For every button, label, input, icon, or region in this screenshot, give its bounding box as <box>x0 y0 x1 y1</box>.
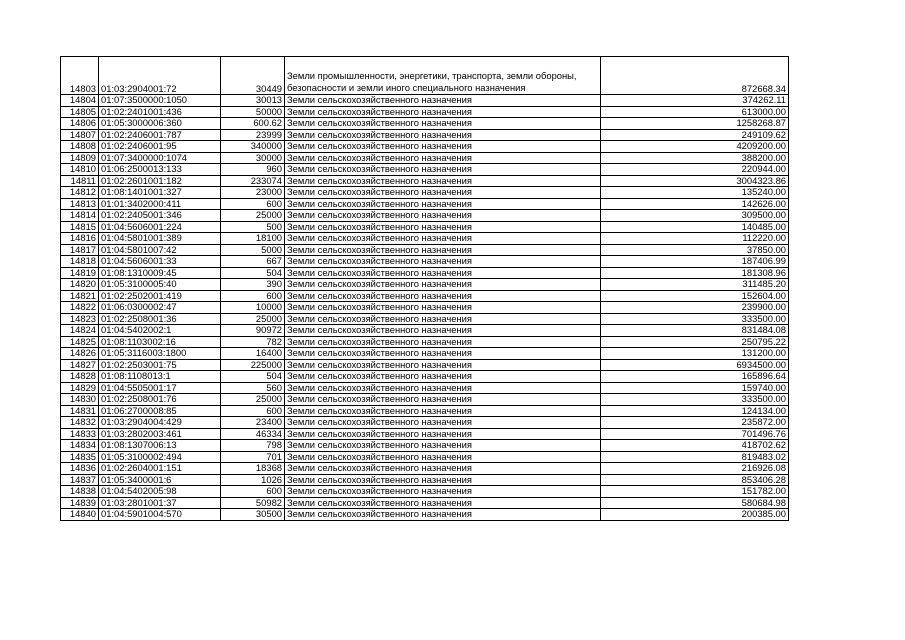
area-cell: 90972 <box>221 325 285 337</box>
cadastral-value-cell: 124134.00 <box>601 405 789 417</box>
table-row <box>61 336 789 348</box>
land-category-cell: Земли сельскохозяйственного назначения <box>285 336 601 348</box>
table-row <box>61 451 789 463</box>
cadastral-number-cell: 01:08:1401001:327 <box>99 187 221 199</box>
area-cell: 390 <box>221 279 285 291</box>
table-row <box>61 394 789 406</box>
land-category-cell: Земли сельскохозяйственного назначения <box>285 221 601 233</box>
table-row <box>61 141 789 153</box>
area-cell: 30500 <box>221 509 285 521</box>
table-row <box>61 428 789 440</box>
cadastral-value-cell: 580684.98 <box>601 497 789 509</box>
cadastral-number-cell: 01:08:1310009:45 <box>99 267 221 279</box>
table-row <box>61 325 789 337</box>
table-row <box>61 198 789 210</box>
cadastral-value-table <box>60 56 789 521</box>
cadastral-number-cell: 01:02:2508001:36 <box>99 313 221 325</box>
cadastral-value-cell: 4209200.00 <box>601 141 789 153</box>
table-row <box>61 279 789 291</box>
table-row <box>61 486 789 498</box>
land-category-cell: Земли сельскохозяйственного назначения <box>285 417 601 429</box>
cadastral-number-cell: 01:02:2508001:76 <box>99 394 221 406</box>
cadastral-number-cell: 01:06:0300002:47 <box>99 302 221 314</box>
land-category-cell: Земли сельскохозяйственного назначения <box>285 152 601 164</box>
land-category-cell: Земли сельскохозяйственного назначения <box>285 187 601 199</box>
cadastral-number-cell: 01:04:5606001:33 <box>99 256 221 268</box>
land-category-cell: Земли сельскохозяйственного назначения <box>285 256 601 268</box>
row-id-cell: 14806 <box>61 118 99 130</box>
land-category-cell: Земли промышленности, энергетики, транспорта, земли обороны, безопасности и земли иного специального назначения <box>285 57 601 95</box>
table-row <box>61 210 789 222</box>
cadastral-value-cell: 112220.00 <box>601 233 789 245</box>
area-cell: 504 <box>221 371 285 383</box>
cadastral-value-cell: 418702.62 <box>601 440 789 452</box>
row-id-cell: 14820 <box>61 279 99 291</box>
land-category-cell: Земли сельскохозяйственного назначения <box>285 497 601 509</box>
table-row <box>61 371 789 383</box>
area-cell: 30013 <box>221 95 285 107</box>
cadastral-number-cell: 01:05:3116003:1800 <box>99 348 221 360</box>
row-id-cell: 14840 <box>61 509 99 521</box>
land-category-cell: Земли сельскохозяйственного назначения <box>285 440 601 452</box>
table-row <box>61 497 789 509</box>
land-category-cell: Земли сельскохозяйственного назначения <box>285 198 601 210</box>
cadastral-number-cell: 01:03:2802003:461 <box>99 428 221 440</box>
land-category-cell: Земли сельскохозяйственного назначения <box>285 233 601 245</box>
row-id-cell: 14818 <box>61 256 99 268</box>
table-row <box>61 302 789 314</box>
cadastral-number-cell: 01:02:2406001:787 <box>99 129 221 141</box>
cadastral-value-cell: 152604.00 <box>601 290 789 302</box>
area-cell: 18100 <box>221 233 285 245</box>
cadastral-number-cell: 01:08:1108013:1 <box>99 371 221 383</box>
land-category-cell: Земли сельскохозяйственного назначения <box>285 509 601 521</box>
cadastral-value-cell: 131200.00 <box>601 348 789 360</box>
row-id-cell: 14816 <box>61 233 99 245</box>
table-row <box>61 187 789 199</box>
table-row <box>61 313 789 325</box>
cadastral-number-cell: 01:02:2401001:436 <box>99 106 221 118</box>
land-category-cell: Земли сельскохозяйственного назначения <box>285 428 601 440</box>
cadastral-value-cell: 220944.00 <box>601 164 789 176</box>
area-cell: 600.62 <box>221 118 285 130</box>
table-row <box>61 175 789 187</box>
table-row <box>61 382 789 394</box>
cadastral-value-cell: 1258268.87 <box>601 118 789 130</box>
row-id-cell: 14812 <box>61 187 99 199</box>
cadastral-value-cell: 333500.00 <box>601 394 789 406</box>
table-row <box>61 463 789 475</box>
cadastral-number-cell: 01:05:3400001:6 <box>99 474 221 486</box>
land-category-cell: Земли сельскохозяйственного назначения <box>285 141 601 153</box>
row-id-cell: 14817 <box>61 244 99 256</box>
cadastral-number-cell: 01:04:5402005:98 <box>99 486 221 498</box>
row-id-cell: 14834 <box>61 440 99 452</box>
land-category-cell: Земли сельскохозяйственного назначения <box>285 118 601 130</box>
row-id-cell: 14829 <box>61 382 99 394</box>
area-cell: 560 <box>221 382 285 394</box>
row-id-cell: 14833 <box>61 428 99 440</box>
table-row <box>61 118 789 130</box>
area-cell: 340000 <box>221 141 285 153</box>
cadastral-number-cell: 01:07:3500000:1050 <box>99 95 221 107</box>
cadastral-value-cell: 181308.96 <box>601 267 789 279</box>
row-id-cell: 14809 <box>61 152 99 164</box>
row-id-cell: 14827 <box>61 359 99 371</box>
cadastral-value-cell: 135240.00 <box>601 187 789 199</box>
table-row <box>61 244 789 256</box>
cadastral-value-cell: 249109.62 <box>601 129 789 141</box>
area-cell: 701 <box>221 451 285 463</box>
row-id-cell: 14825 <box>61 336 99 348</box>
table-row <box>61 152 789 164</box>
cadastral-number-cell: 01:04:5505001:17 <box>99 382 221 394</box>
cadastral-value-cell: 853406.28 <box>601 474 789 486</box>
row-id-cell: 14828 <box>61 371 99 383</box>
cadastral-number-cell: 01:05:3100002:494 <box>99 451 221 463</box>
table-row <box>61 129 789 141</box>
table-row <box>61 233 789 245</box>
table-row <box>61 417 789 429</box>
cadastral-number-cell: 01:03:2904001:72 <box>99 57 221 95</box>
cadastral-number-cell: 01:07:3400000:1074 <box>99 152 221 164</box>
row-id-cell: 14819 <box>61 267 99 279</box>
area-cell: 23999 <box>221 129 285 141</box>
area-cell: 23000 <box>221 187 285 199</box>
cadastral-value-cell: 3004323.86 <box>601 175 789 187</box>
row-id-cell: 14839 <box>61 497 99 509</box>
row-id-cell: 14824 <box>61 325 99 337</box>
cadastral-value-cell: 309500.00 <box>601 210 789 222</box>
cadastral-value-cell: 235872.00 <box>601 417 789 429</box>
land-category-cell: Земли сельскохозяйственного назначения <box>285 405 601 417</box>
cadastral-value-cell: 216926.08 <box>601 463 789 475</box>
row-id-cell: 14830 <box>61 394 99 406</box>
row-id-cell: 14808 <box>61 141 99 153</box>
land-category-cell: Земли сельскохозяйственного назначения <box>285 244 601 256</box>
row-id-cell: 14832 <box>61 417 99 429</box>
row-id-cell: 14807 <box>61 129 99 141</box>
area-cell: 25000 <box>221 313 285 325</box>
table-row <box>61 405 789 417</box>
area-cell: 500 <box>221 221 285 233</box>
land-category-cell: Земли сельскохозяйственного назначения <box>285 106 601 118</box>
area-cell: 600 <box>221 198 285 210</box>
cadastral-number-cell: 01:02:2502001:419 <box>99 290 221 302</box>
row-id-cell: 14837 <box>61 474 99 486</box>
row-id-cell: 14826 <box>61 348 99 360</box>
area-cell: 798 <box>221 440 285 452</box>
cadastral-value-cell: 613000.00 <box>601 106 789 118</box>
cadastral-value-cell: 701496.76 <box>601 428 789 440</box>
land-category-cell: Земли сельскохозяйственного назначения <box>285 451 601 463</box>
area-cell: 960 <box>221 164 285 176</box>
land-category-cell: Земли сельскохозяйственного назначения <box>285 394 601 406</box>
land-category-cell: Земли сельскохозяйственного назначения <box>285 302 601 314</box>
area-cell: 10000 <box>221 302 285 314</box>
cadastral-number-cell: 01:03:2801001:37 <box>99 497 221 509</box>
area-cell: 30000 <box>221 152 285 164</box>
cadastral-value-cell: 239900.00 <box>601 302 789 314</box>
land-category-cell: Земли сельскохозяйственного назначения <box>285 313 601 325</box>
land-category-cell: Земли сельскохозяйственного назначения <box>285 359 601 371</box>
area-cell: 233074 <box>221 175 285 187</box>
cadastral-number-cell: 01:08:1307006:13 <box>99 440 221 452</box>
cadastral-value-cell: 6934500.00 <box>601 359 789 371</box>
cadastral-value-cell: 151782.00 <box>601 486 789 498</box>
row-id-cell: 14823 <box>61 313 99 325</box>
land-category-cell: Земли сельскохозяйственного назначения <box>285 164 601 176</box>
cadastral-number-cell: 01:02:2601001:182 <box>99 175 221 187</box>
cadastral-number-cell: 01:02:2405001:346 <box>99 210 221 222</box>
cadastral-value-cell: 37850.00 <box>601 244 789 256</box>
cadastral-number-cell: 01:01:3402000:411 <box>99 198 221 210</box>
cadastral-number-cell: 01:05:3000006:360 <box>99 118 221 130</box>
row-id-cell: 14838 <box>61 486 99 498</box>
land-category-cell: Земли сельскохозяйственного назначения <box>285 474 601 486</box>
area-cell: 23400 <box>221 417 285 429</box>
cadastral-number-cell: 01:06:2500013:133 <box>99 164 221 176</box>
cadastral-value-cell: 140485.00 <box>601 221 789 233</box>
land-category-cell: Земли сельскохозяйственного назначения <box>285 290 601 302</box>
area-cell: 600 <box>221 486 285 498</box>
land-category-cell: Земли сельскохозяйственного назначения <box>285 279 601 291</box>
cadastral-value-cell: 142626.00 <box>601 198 789 210</box>
row-id-cell: 14814 <box>61 210 99 222</box>
land-category-cell: Земли сельскохозяйственного назначения <box>285 129 601 141</box>
table-row <box>61 221 789 233</box>
cadastral-number-cell: 01:04:5402002:1 <box>99 325 221 337</box>
cadastral-value-cell: 333500.00 <box>601 313 789 325</box>
cadastral-number-cell: 01:03:2904004:429 <box>99 417 221 429</box>
row-id-cell: 14835 <box>61 451 99 463</box>
table-row <box>61 267 789 279</box>
table-row <box>61 474 789 486</box>
table-row <box>61 359 789 371</box>
area-cell: 782 <box>221 336 285 348</box>
row-id-cell: 14821 <box>61 290 99 302</box>
area-cell: 600 <box>221 405 285 417</box>
table-row <box>61 164 789 176</box>
area-cell: 667 <box>221 256 285 268</box>
cadastral-value-cell: 819483.02 <box>601 451 789 463</box>
table-row <box>61 509 789 521</box>
land-category-cell: Земли сельскохозяйственного назначения <box>285 486 601 498</box>
area-cell: 50982 <box>221 497 285 509</box>
cadastral-number-cell: 01:06:2700008:85 <box>99 405 221 417</box>
land-category-cell: Земли сельскохозяйственного назначения <box>285 325 601 337</box>
area-cell: 25000 <box>221 210 285 222</box>
cadastral-number-cell: 01:02:2503001:75 <box>99 359 221 371</box>
cadastral-value-cell: 311485.20 <box>601 279 789 291</box>
cadastral-value-cell: 200385.00 <box>601 509 789 521</box>
cadastral-number-cell: 01:05:3100005:40 <box>99 279 221 291</box>
cadastral-number-cell: 01:02:2604001:151 <box>99 463 221 475</box>
table-row <box>61 57 789 95</box>
land-category-cell: Земли сельскохозяйственного назначения <box>285 210 601 222</box>
cadastral-number-cell: 01:04:5901004:570 <box>99 509 221 521</box>
area-cell: 504 <box>221 267 285 279</box>
table-row <box>61 95 789 107</box>
cadastral-value-cell: 388200.00 <box>601 152 789 164</box>
area-cell: 225000 <box>221 359 285 371</box>
area-cell: 46334 <box>221 428 285 440</box>
row-id-cell: 14811 <box>61 175 99 187</box>
table-row <box>61 106 789 118</box>
area-cell: 18368 <box>221 463 285 475</box>
area-cell: 25000 <box>221 394 285 406</box>
table-row <box>61 256 789 268</box>
row-id-cell: 14805 <box>61 106 99 118</box>
area-cell: 5000 <box>221 244 285 256</box>
cadastral-number-cell: 01:04:5606001:224 <box>99 221 221 233</box>
row-id-cell: 14803 <box>61 57 99 95</box>
area-cell: 600 <box>221 290 285 302</box>
land-category-cell: Земли сельскохозяйственного назначения <box>285 371 601 383</box>
cadastral-value-cell: 374262.11 <box>601 95 789 107</box>
land-category-cell: Земли сельскохозяйственного назначения <box>285 463 601 475</box>
land-category-cell: Земли сельскохозяйственного назначения <box>285 95 601 107</box>
table-row <box>61 348 789 360</box>
cadastral-value-cell: 165896.64 <box>601 371 789 383</box>
row-id-cell: 14836 <box>61 463 99 475</box>
area-cell: 16400 <box>221 348 285 360</box>
area-cell: 30449 <box>221 57 285 95</box>
row-id-cell: 14804 <box>61 95 99 107</box>
table-body <box>61 57 789 521</box>
table-row <box>61 290 789 302</box>
row-id-cell: 14831 <box>61 405 99 417</box>
row-id-cell: 14822 <box>61 302 99 314</box>
area-cell: 1026 <box>221 474 285 486</box>
cadastral-value-cell: 250795.22 <box>601 336 789 348</box>
land-category-cell: Земли сельскохозяйственного назначения <box>285 175 601 187</box>
cadastral-value-cell: 187406.99 <box>601 256 789 268</box>
cadastral-number-cell: 01:04:5801007:42 <box>99 244 221 256</box>
cadastral-value-cell: 159740.00 <box>601 382 789 394</box>
cadastral-value-cell: 872668.34 <box>601 57 789 95</box>
area-cell: 50000 <box>221 106 285 118</box>
land-category-cell: Земли сельскохозяйственного назначения <box>285 382 601 394</box>
row-id-cell: 14813 <box>61 198 99 210</box>
land-category-cell: Земли сельскохозяйственного назначения <box>285 348 601 360</box>
table-row <box>61 440 789 452</box>
row-id-cell: 14810 <box>61 164 99 176</box>
cadastral-number-cell: 01:02:2406001:95 <box>99 141 221 153</box>
cadastral-value-cell: 831484.08 <box>601 325 789 337</box>
land-category-cell: Земли сельскохозяйственного назначения <box>285 267 601 279</box>
cadastral-number-cell: 01:04:5801001:389 <box>99 233 221 245</box>
cadastral-number-cell: 01:08:1103002:16 <box>99 336 221 348</box>
row-id-cell: 14815 <box>61 221 99 233</box>
